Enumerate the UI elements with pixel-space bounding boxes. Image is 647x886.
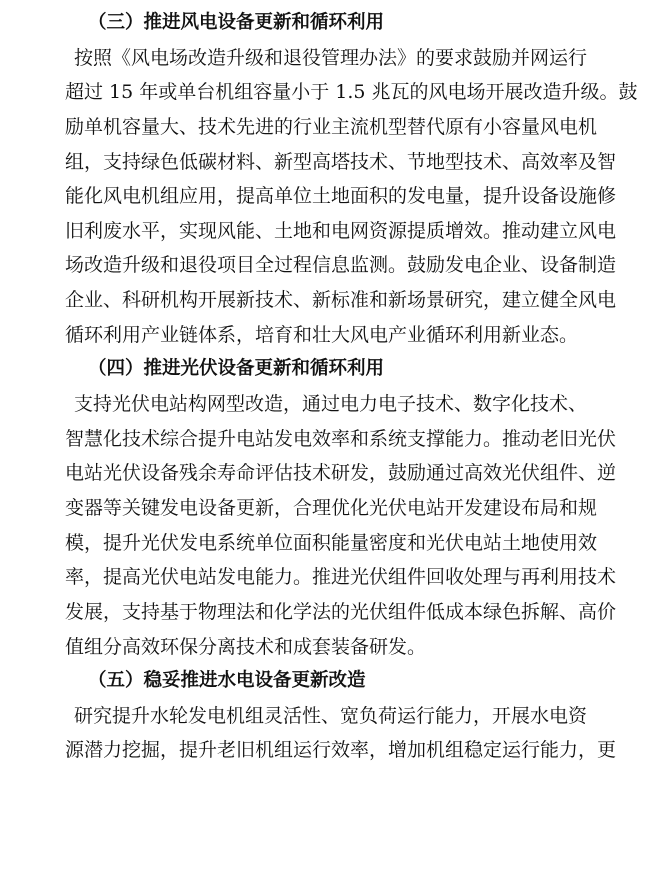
section-heading: （五）稳妥推进水电设备更新改造 <box>88 670 366 692</box>
paragraph-line: 源潜力挖掘，提升老旧机组运行效率，增加机组稳定运行能力，更 <box>65 739 617 762</box>
paragraph-line: 组，支持绿色低碳材料、新型高塔技术、节地型技术、高效率及智 <box>65 150 617 173</box>
paragraph-first-line: 支持光伏电站构网型改造，通过电力电子技术、数字化技术、 <box>74 393 588 416</box>
paragraph-line: 率，提高光伏电站发电能力。推进光伏组件回收处理与再利用技术 <box>65 566 617 589</box>
section-heading: （四）推进光伏设备更新和循环利用 <box>88 358 385 380</box>
document-body <box>65 6 638 768</box>
paragraph-line: 发展，支持基于物理法和化学法的光伏组件低成本绿色拆解、高价 <box>65 600 617 623</box>
paragraph-line: 值组分高效环保分离技术和成套装备研发。 <box>65 635 427 658</box>
paragraph-line: 电站光伏设备残余寿命评估技术研发，鼓励通过高效光伏组件、逆 <box>65 462 617 485</box>
paragraph-line: 智慧化技术综合提升电站发电效率和系统支撑能力。推动老旧光伏 <box>65 427 617 450</box>
paragraph-first-line: 研究提升水轮发电机组灵活性、宽负荷运行能力，开展水电资 <box>74 704 588 727</box>
paragraph-line: 变器等关键发电设备更新，合理优化光伏电站开发建设布局和规 <box>65 496 598 519</box>
paragraph-first-line: 按照《风电场改造升级和退役管理办法》的要求鼓励并网运行 <box>74 46 588 69</box>
paragraph-line: 模，提升光伏发电系统单位面积能量密度和光伏电站土地使用效 <box>65 531 598 554</box>
paragraph-line: 循环利用产业链体系，培育和壮大风电产业循环利用新业态。 <box>65 323 579 346</box>
section-heading: （三）推进风电设备更新和循环利用 <box>88 12 385 33</box>
paragraph-line: 超过 15 年或单台机组容量小于 1.5 兆瓦的风电场开展改造升级。鼓 <box>65 81 638 104</box>
paragraph-line: 励单机容量大、技术先进的行业主流机型替代原有小容量风电机 <box>65 115 598 138</box>
paragraph-line: 能化风电机组应用，提高单位土地面积的发电量，提升设备设施修 <box>65 185 617 208</box>
paragraph-line: 场改造升级和退役项目全过程信息监测。鼓励发电企业、设备制造 <box>65 254 617 277</box>
paragraph-line: 旧利废水平，实现风能、土地和电网资源提质增效。推动建立风电 <box>65 219 617 242</box>
paragraph-line: 企业、科研机构开展新技术、新标准和新场景研究，建立健全风电 <box>65 289 617 312</box>
